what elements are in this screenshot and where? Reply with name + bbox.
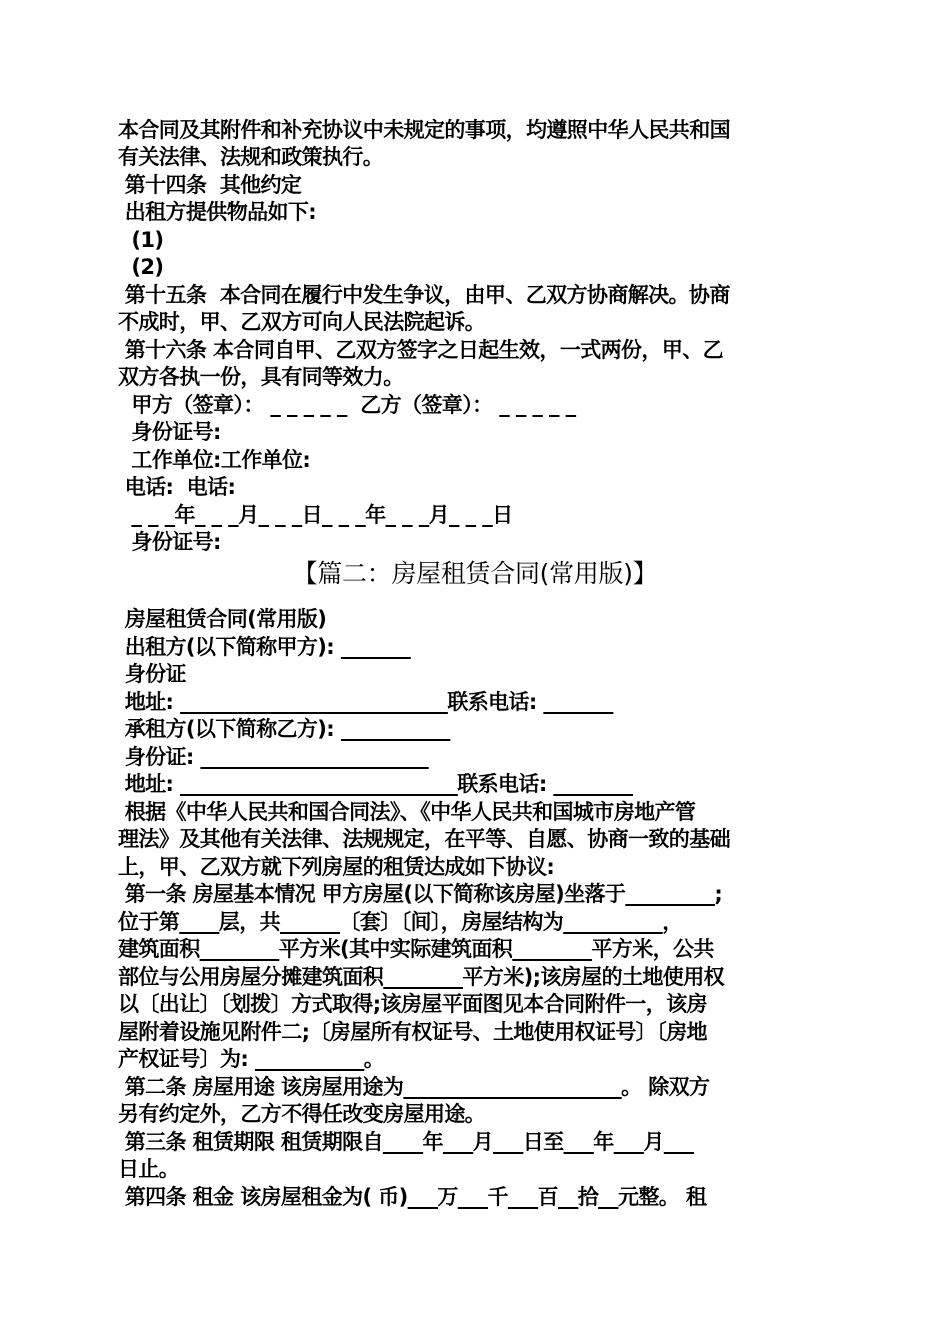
- lessee-field: 承租方(以下简称乙方): ___________: [118, 717, 450, 741]
- id-card-field: 身份证: _______________________: [118, 745, 429, 769]
- text-line: 理法》及其他有关法律、法规规定，在平等、自愿、协商一致的基础: [118, 827, 730, 851]
- date-line: _ _ _年_ _ _月_ _ _日_ _ _年_ _ _月_ _ _日: [118, 503, 513, 527]
- id-number-field: 身份证号:: [118, 530, 221, 554]
- text-line: 本合同及其附件和补充协议中未规定的事项，均遵照中华人民共和国: [118, 118, 730, 142]
- id-card-field: 身份证: [118, 662, 186, 686]
- signature-line: 甲方（签章）： _ _ _ _ _ 乙方（签章）： _ _ _ _ _: [118, 393, 576, 417]
- text-line: 以〔出让〕〔划拨〕方式取得;该房屋平面图见本合同附件一，该房: [118, 992, 707, 1016]
- contract-title: 房屋租赁合同(常用版): [118, 607, 327, 631]
- text-line: 产权证号〕为: ___________。: [118, 1047, 385, 1071]
- text-line: 双方各执一份，具有同等效力。: [118, 365, 404, 389]
- list-item: (2): [118, 255, 164, 279]
- id-number-field: 身份证号:: [118, 420, 221, 444]
- text-line: 另有约定外，乙方不得任改变房屋用途。: [118, 1102, 486, 1126]
- section-heading: 【篇二：房屋租赁合同(常用版)】: [292, 559, 658, 588]
- phone-field: 电话: 电话:: [118, 475, 236, 499]
- text-line: 位于第____层，共______〔套〕〔间〕，房屋结构为__________，: [118, 910, 683, 934]
- text-line: 上，甲、乙双方就下列房屋的租赁达成如下协议:: [118, 855, 555, 879]
- text-line: 不成时，甲、乙双方可向人民法院起诉。: [118, 310, 486, 334]
- address-field: 地址: ____________________________联系电话: ________: [118, 772, 633, 796]
- article-heading: 第三条 租赁期限 租赁期限自____年___月___日至___年___月___: [118, 1130, 694, 1154]
- text-line: 部位与公用房屋分摊建筑面积________平方米);该房屋的土地使用权: [118, 965, 724, 989]
- article-heading: 第十四条 其他约定: [118, 173, 302, 197]
- article-heading: 第十六条 本合同自甲、乙双方签字之日起生效，一式两份，甲、乙: [118, 338, 724, 362]
- address-field: 地址: ___________________________联系电话: _______: [118, 690, 613, 714]
- employer-field: 工作单位:工作单位:: [118, 448, 311, 472]
- lessor-field: 出租方(以下简称甲方): _______: [118, 635, 411, 659]
- text-line: 日止。: [118, 1157, 180, 1181]
- article-heading: 第二条 房屋用途 该房屋用途为______________________。 除双方: [118, 1075, 710, 1099]
- article-heading: 第四条 租金 该房屋租金为( 币)___万___千___百__拾__元整。 租: [118, 1185, 707, 1209]
- text-line: 根据《中华人民共和国合同法》、《中华人民共和国城市房地产管: [118, 800, 696, 824]
- text-line: 有关法律、法规和政策执行。: [118, 145, 384, 169]
- text-line: 屋附着设施见附件二;〔房屋所有权证号、土地使用权证号〕〔房地: [118, 1020, 707, 1044]
- article-heading: 第十五条 本合同在履行中发生争议，由甲、乙双方协商解决。协商: [118, 283, 730, 307]
- list-item: (1): [118, 228, 164, 252]
- text-line: 建筑面积________平方米(其中实际建筑面积________平方米，公共: [118, 937, 714, 961]
- text-line: 出租方提供物品如下:: [118, 200, 317, 224]
- article-heading: 第一条 房屋基本情况 甲方房屋(以下简称该房屋)坐落于_________;: [118, 882, 723, 906]
